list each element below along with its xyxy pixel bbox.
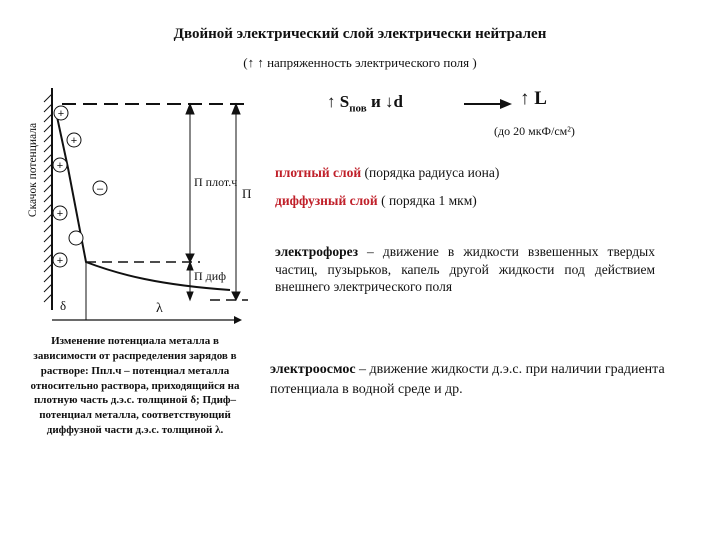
figure-caption: Изменение потенциала металла в зависимости от распределения зарядов в растворе: Ппл.ч – потенциал металла относительно раствора, приходящийся на плотную часть д.э.с. толщиной δ; Пдиф– потенциал металла, соответствующий диффузной части д.э.с. толщиной λ. <box>30 335 240 437</box>
label-pi-diff: П диф <box>194 269 226 283</box>
electroosmosis-definition <box>270 360 690 399</box>
potential-curve <box>56 112 230 290</box>
dense-term: плотный слой <box>275 165 362 180</box>
page-title: Двойной электрический слой электрически нейтрален <box>173 26 547 42</box>
label-delta: δ <box>60 298 67 313</box>
label-pi-plot: П плот.ч <box>194 175 238 189</box>
capacity-note: (до 20 мкФ/см²) <box>494 124 575 138</box>
diffuse-layer-line <box>275 192 477 210</box>
right-arrow-icon <box>462 96 514 112</box>
label-pi: П <box>242 186 252 201</box>
electrode-wall <box>44 88 52 310</box>
electrophoresis-definition <box>275 243 655 296</box>
area-thickness-relation <box>327 92 403 114</box>
dense-rest: (порядка радиуса иона) <box>361 165 500 180</box>
inequality-s: ↑ S <box>327 92 350 111</box>
inequality-sub: пов <box>349 102 367 115</box>
inequality-rest: и ↓d <box>366 92 403 111</box>
charge-plus: + <box>56 208 64 220</box>
dimension-pi-plot <box>186 104 194 262</box>
dimension-pi-diff <box>187 262 193 300</box>
diffuse-rest: ( порядка 1 мкм) <box>377 193 477 208</box>
y-axis-label: Скачок потенциала <box>27 122 39 218</box>
diffuse-term: диффузный слой <box>275 193 378 208</box>
electrophoresis-term: электрофорез <box>275 244 359 259</box>
x-axis-arrow <box>234 316 242 324</box>
charge-plus: + <box>56 255 64 267</box>
charge-minus: – <box>96 183 104 195</box>
label-lambda: λ <box>156 301 163 316</box>
charge-plus: + <box>56 160 64 172</box>
electroosmosis-term: электроосмос <box>270 362 356 377</box>
capacity-result: ↑ L <box>520 88 547 109</box>
dense-layer-line <box>275 164 499 182</box>
electrophoresis-rest: – движение в жидкости взвешенных твердых частиц, пузырьков, капель другой жидкости под действием внешнего электрического поля <box>275 244 655 295</box>
charge-plus: + <box>70 135 78 147</box>
charge-plus: + <box>57 108 65 120</box>
electroosmosis-rest: – движение жидкости д.э.с. при наличии градиента потенциала в водной среде и др. <box>270 362 665 397</box>
dimension-pi <box>232 104 240 300</box>
subtitle: (↑ ↑ напряженность электрического поля ) <box>243 55 477 70</box>
